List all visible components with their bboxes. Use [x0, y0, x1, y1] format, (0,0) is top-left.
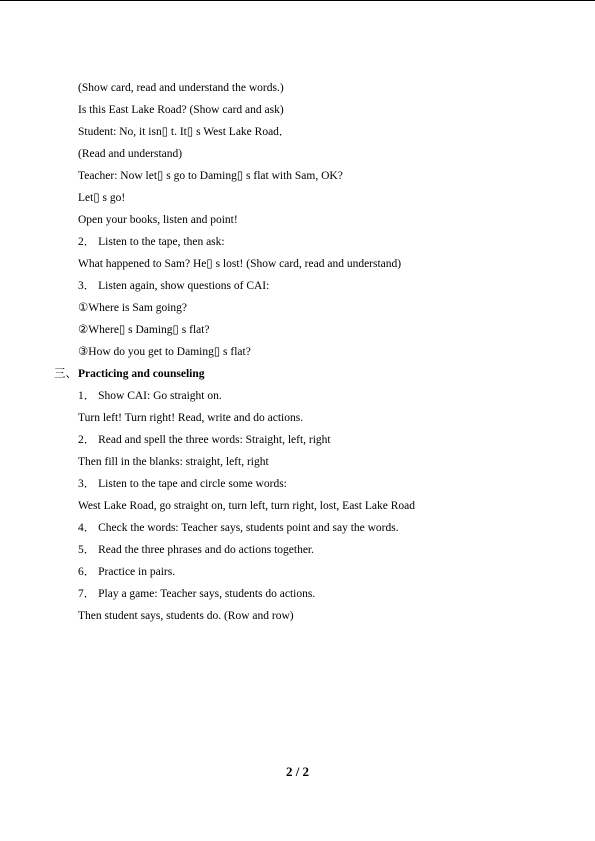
text-line: What happened to Sam? He▯ s lost! (Show card, read and understand) — [78, 258, 402, 270]
text-line: Student: No, it isn▯ t. It▯ s West Lake Road． — [78, 126, 291, 138]
step-line: 3． Listen again, show questions of CAI: — [78, 280, 270, 292]
question-line: ②Where▯ s Daming▯ s flat? — [78, 324, 210, 336]
text-line: Turn left! Turn right! Read, write and do actions. — [78, 412, 304, 424]
document-body — [0, 77, 595, 627]
step-line: 4． Check the words: Teacher says, students point and say the words. — [78, 522, 399, 534]
section-number: 三、 — [54, 368, 77, 380]
step-line: 7． Play a game: Teacher says, students do actions. — [78, 588, 316, 600]
section-title: Practicing and counseling — [78, 368, 205, 380]
text-line: Then fill in the blanks: straight, left, right — [78, 456, 269, 468]
page-number: 2 / 2 — [285, 764, 310, 779]
text-line: Is this East Lake Road? (Show card and ask) — [78, 104, 284, 116]
section-heading — [0, 363, 595, 385]
text-line: Then student says, students do. (Row and row) — [78, 610, 294, 622]
text-line: Open your books, listen and point! — [78, 214, 238, 226]
step-line: 5． Read the three phrases and do actions together. — [78, 544, 314, 556]
text-line: Teacher: Now let▯ s go to Daming▯ s flat with Sam, OK? — [78, 170, 343, 182]
step-line: 2． Listen to the tape, then ask: — [78, 236, 225, 248]
header-rule — [0, 0, 595, 1]
question-line: ③How do you get to Daming▯ s flat? — [78, 346, 251, 358]
text-line: (Read and understand) — [78, 148, 183, 160]
step-line: 2． Read and spell the three words: Straight, left, right — [78, 434, 331, 446]
text-line: (Show card, read and understand the words.) — [78, 82, 284, 94]
question-line: ①Where is Sam going? — [78, 302, 187, 314]
step-line: 1． Show CAI: Go straight on. — [78, 390, 222, 402]
step-line: 6． Practice in pairs. — [78, 566, 176, 578]
text-line: West Lake Road, go straight on, turn left, turn right, lost, East Lake Road — [78, 500, 415, 512]
step-line: 3． Listen to the tape and circle some words: — [78, 478, 287, 490]
text-line: Let▯ s go! — [78, 192, 126, 204]
